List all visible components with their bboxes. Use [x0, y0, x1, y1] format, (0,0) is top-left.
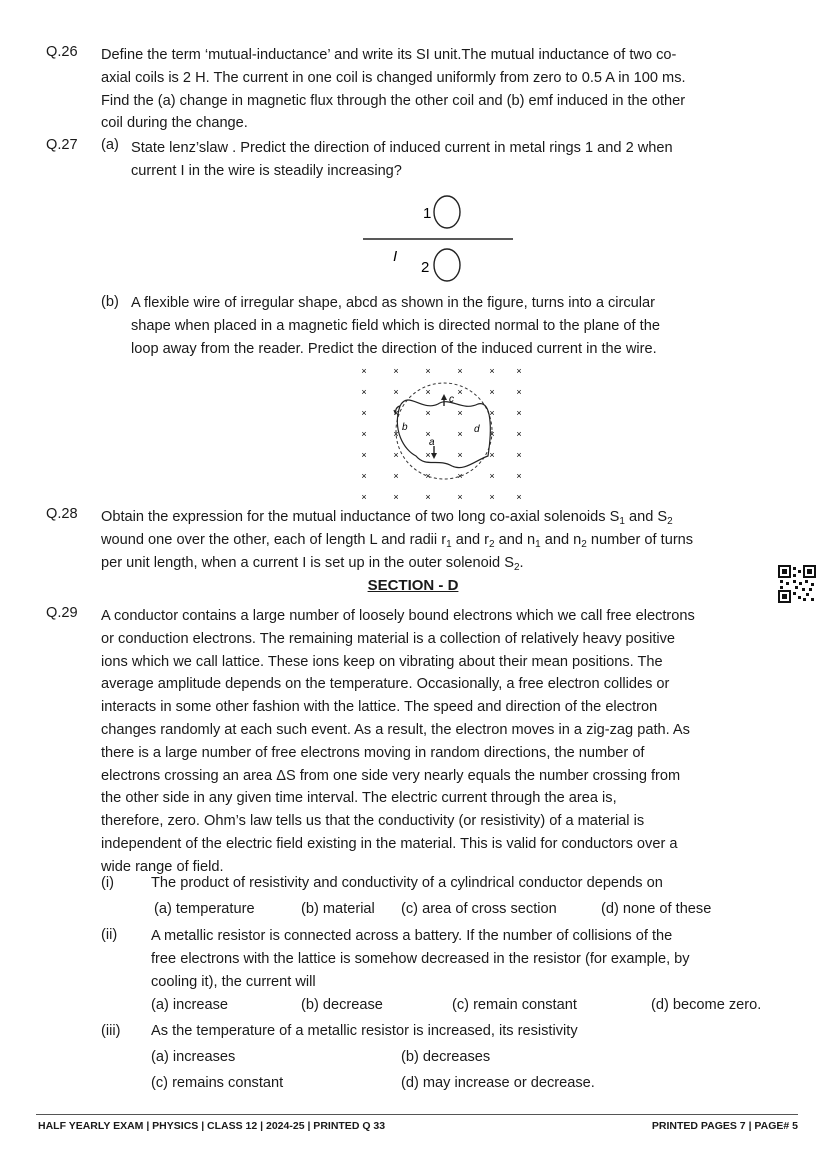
current-label: I: [393, 248, 398, 265]
q29-i-label: (i): [101, 875, 114, 891]
q26-line: axial coils is 2 H. The current in one coil is changed uniformly from zero to 0.5 A in 100 ms.: [101, 69, 686, 86]
q29-ii-option-b: (b) decrease: [301, 997, 383, 1013]
q29-ii-option-d: (d) become zero.: [651, 997, 762, 1013]
ring-2: [434, 249, 460, 281]
label-c: c: [449, 394, 454, 405]
field-cross: ×: [457, 492, 463, 502]
q26-text: [101, 44, 781, 135]
label-a: a: [429, 437, 435, 448]
q29-iii-option-c: (c) remains constant: [151, 1075, 284, 1091]
q28-number: Q.28: [46, 506, 78, 522]
field-cross: ×: [489, 492, 495, 502]
q29-line: ions which we call lattice. These ions keep on vibrating about their mean positions. The: [101, 653, 663, 670]
field-cross: ×: [425, 366, 431, 376]
field-cross: ×: [425, 450, 431, 460]
q26-line: Find the (a) change in magnetic flux through the other coil and (b) emf induced in the other: [101, 92, 686, 109]
q27-a-line: State lenz’slaw . Predict the direction of induced current in metal rings 1 and 2 when: [131, 140, 673, 156]
q29-iii-option-d: (d) may increase or decrease.: [401, 1075, 595, 1091]
field-cross: ×: [457, 366, 463, 376]
field-cross: ×: [489, 471, 495, 481]
field-cross: ×: [457, 471, 463, 481]
q29-ii-label: (ii): [101, 927, 118, 943]
field-cross: ×: [425, 492, 431, 502]
section-d-title: SECTION - D: [367, 577, 459, 594]
q26-line: Define the term ‘mutual-inductance’ and write its SI unit.The mutual inductance of two co-: [101, 47, 677, 63]
field-cross: ×: [457, 387, 463, 397]
q29-line: A conductor contains a large number of loosely bound electrons which we call free electrons: [101, 608, 695, 624]
field-cross: ×: [361, 408, 367, 418]
q29-iii-option-a: (a) increases: [151, 1049, 236, 1065]
magnetic-field-crosses: [361, 366, 521, 502]
field-cross: ×: [361, 429, 367, 439]
q26-number: Q.26: [46, 44, 78, 60]
q29-ii-question: [151, 925, 781, 993]
field-cross: ×: [489, 429, 495, 439]
field-cross: ×: [489, 387, 495, 397]
q29-iii-label: (iii): [101, 1023, 121, 1039]
arrow-a-head: [431, 453, 437, 459]
q29-ii-option-a: (a) increase: [151, 997, 229, 1013]
field-cross: ×: [489, 408, 495, 418]
q29-i-option-c: (c) area of cross section: [401, 901, 557, 917]
field-cross: ×: [393, 387, 399, 397]
q29-line: or conduction electrons. The remaining material is a collection of relatively heavy positive: [101, 630, 676, 647]
field-cross: ×: [516, 429, 522, 439]
q28-line: wound one over the other, each of length L and radii $r_1$ and $r_2$ and $n_1$ and $n_2$ number of turns: [101, 531, 694, 550]
ring-1-label: 1: [423, 205, 432, 222]
field-cross: ×: [361, 366, 367, 376]
label-b: b: [402, 422, 408, 433]
qr-code-icon[interactable]: [778, 565, 816, 603]
q29-iii-question: As the temperature of a metallic resistor is increased, its resistivity: [151, 1023, 578, 1039]
q29-ii-line: free electrons with the lattice is somehow decreased in the resistor (for example, by: [151, 950, 690, 967]
field-cross: ×: [361, 471, 367, 481]
field-cross: ×: [393, 471, 399, 481]
q29-number: Q.29: [46, 605, 78, 621]
arrow-c-head: [441, 394, 447, 400]
field-cross: ×: [516, 471, 522, 481]
q27-b-line: shape when placed in a magnetic field which is directed normal to the plane of the: [131, 317, 660, 334]
q27-a-line: current I in the wire is steadily increasing?: [131, 162, 402, 179]
q28-line: per unit length, when a current I is set up in the outer solenoid $S_2$.: [101, 554, 524, 573]
field-cross: ×: [425, 471, 431, 481]
q27-a-label: (a): [101, 137, 119, 153]
q29-i-question: The product of resistivity and conductivity of a cylindrical conductor depends on: [151, 875, 663, 891]
field-cross: ×: [516, 366, 522, 376]
q28-line: Obtain the expression for the mutual inductance of two long co-axial solenoids $S_1$ and $S_2$: [101, 509, 673, 527]
loop-in-field-figure: [352, 360, 532, 505]
field-cross: ×: [516, 387, 522, 397]
q29-line: interacts in some other fashion with the lattice. The speed and direction of the electron: [101, 699, 658, 716]
field-cross: ×: [457, 429, 463, 439]
footer-page-info: PRINTED PAGES 7 | PAGE# 5: [651, 1120, 798, 1132]
q29-i-option-d: (d) none of these: [601, 901, 712, 917]
field-cross: ×: [393, 492, 399, 502]
field-cross: ×: [361, 492, 367, 502]
field-cross: ×: [393, 408, 399, 418]
ring-1: [434, 196, 460, 228]
q27-number: Q.27: [46, 137, 78, 153]
q29-line: wide range of field.: [101, 858, 224, 875]
field-cross: ×: [361, 450, 367, 460]
footer-divider: [36, 1114, 798, 1115]
q27-b-line: A flexible wire of irregular shape, abcd as shown in the figure, turns into a circular: [131, 295, 656, 311]
q29-line: the other side in any given time interval. The electric current through the area is,: [101, 790, 617, 807]
ring-2-label: 2: [421, 259, 430, 276]
q27-a-text: [131, 137, 781, 183]
field-cross: ×: [393, 450, 399, 460]
footer-exam-info: HALF YEARLY EXAM | PHYSICS | CLASS 12 | 2024-25 | PRINTED Q 33: [38, 1120, 386, 1132]
field-cross: ×: [489, 450, 495, 460]
field-cross: ×: [516, 450, 522, 460]
field-cross: ×: [516, 492, 522, 502]
q29-line: average amplitude depends on the temperature. Occasionally, a free electron collides or: [101, 676, 670, 693]
q29-line: independent of the electric field existing in the material. This is valid for conductors over a: [101, 835, 678, 852]
field-cross: ×: [393, 366, 399, 376]
q26-line: coil during the change.: [101, 115, 248, 132]
field-cross: ×: [457, 450, 463, 460]
q29-line: changes randomly at each such event. As a result, the electron moves in a zig-zag path. As: [101, 721, 690, 738]
field-cross: ×: [489, 366, 495, 376]
q27-b-text: [131, 292, 781, 360]
q29-ii-option-c: (c) remain constant: [452, 997, 577, 1013]
q29-ii-line: cooling it), the current will: [151, 973, 316, 990]
q28-text: [101, 506, 781, 574]
q29-ii-line: A metallic resistor is connected across a battery. If the number of collisions of the: [151, 928, 673, 944]
label-d: d: [474, 424, 480, 435]
field-cross: ×: [425, 387, 431, 397]
q27-b-line: loop away from the reader. Predict the direction of the induced current in the wire.: [131, 340, 657, 357]
q29-iii-option-b: (b) decreases: [401, 1049, 491, 1065]
field-cross: ×: [425, 429, 431, 439]
q29-i-option-a: (a) temperature: [154, 901, 255, 917]
q29-passage: [101, 605, 781, 879]
field-cross: ×: [516, 408, 522, 418]
q29-line: electrons crossing an area ΔS from one side very nearly equals the number crossing from: [101, 767, 681, 784]
q29-line: therefore, zero. Ohm’s law tells us that the conductivity (or resistivity) of a material is: [101, 813, 645, 830]
field-cross: ×: [393, 429, 399, 439]
field-cross: ×: [425, 408, 431, 418]
field-cross: ×: [457, 408, 463, 418]
q27-b-label: (b): [101, 294, 119, 310]
q29-line: there is a large number of free electrons moving in random directions, the number of: [101, 744, 645, 761]
rings-wire-figure: [355, 190, 525, 290]
q29-i-option-b: (b) material: [301, 901, 375, 917]
field-cross: ×: [361, 387, 367, 397]
